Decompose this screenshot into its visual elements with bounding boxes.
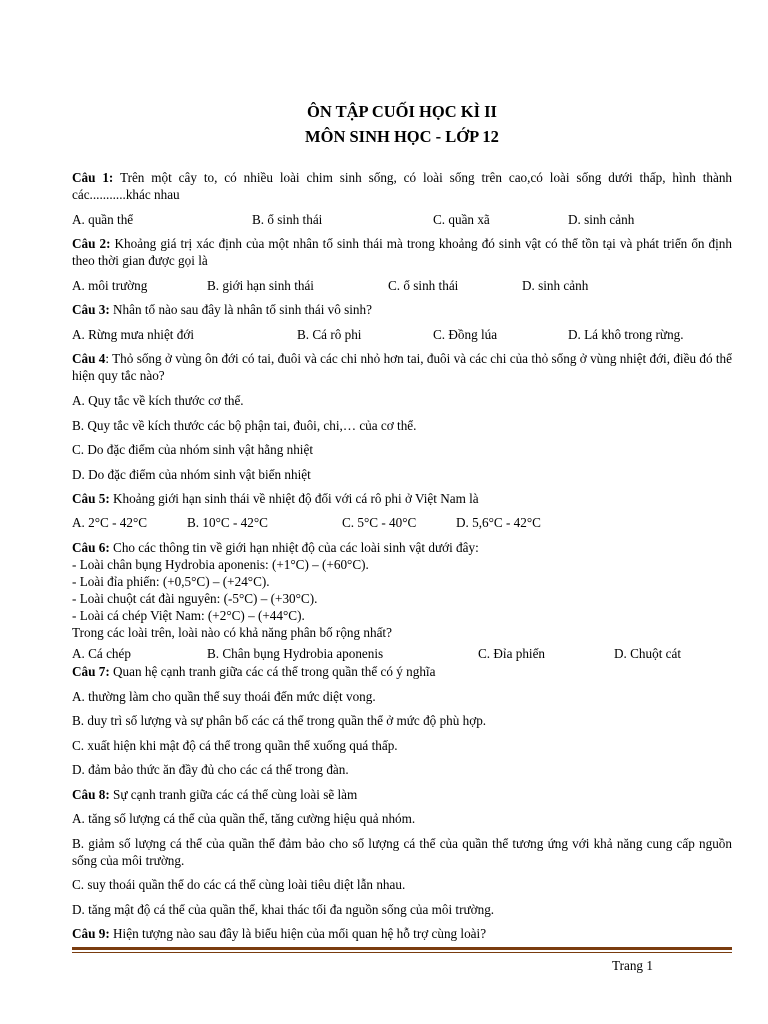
question-text: Trên một cây to, có nhiều loài chim sinh sống, có loài sống trên cao,có loài sống dưới thấp, hình thành các...........khác nhau	[72, 170, 733, 202]
option-b: B. Cá rô phi	[297, 327, 362, 342]
question-text: Sự cạnh tranh giữa các cá thể cùng loài sẽ làm	[109, 787, 358, 802]
option-d: D. 5,6°C - 42°C	[456, 515, 541, 530]
options-row-3	[72, 327, 732, 344]
option-c: C. quần xã	[433, 212, 490, 227]
option-c: C. ổ sinh thái	[388, 278, 459, 293]
option-d: D. sinh cảnh	[522, 278, 589, 293]
footer-rule-thin	[72, 952, 732, 953]
question-text: Quan hệ cạnh tranh giữa các cá thể trong quần thể có ý nghĩa	[109, 664, 436, 679]
question-text: Nhân tố nào sau đây là nhân tố sinh thái vô sinh?	[109, 302, 372, 317]
doc-title-line1: ÔN TẬP CUỐI HỌC KÌ II	[307, 102, 497, 121]
option-b: B. 10°C - 42°C	[187, 515, 268, 530]
options-row-1	[72, 212, 732, 229]
question-7	[72, 664, 732, 681]
options-row-6	[72, 646, 732, 663]
option-b: B. giảm số lượng cá thể của quần thể đảm bảo cho số lượng cá thể của quần thể tương ứng với khả năng cung cấp nguồn sống của môi trường.	[72, 836, 732, 868]
question-label: Câu 7:	[72, 664, 110, 679]
option-d: D. Do đặc điểm của nhóm sinh vật biến nhiệt	[72, 467, 311, 482]
info-line-2: - Loài đỉa phiến: (+0,5°C) – (+24°C).	[72, 574, 270, 589]
options-row-2	[72, 278, 732, 295]
page-number: Trang 1	[612, 958, 653, 973]
option-c: C. suy thoái quần thể do các cá thể cùng loài tiêu diệt lẫn nhau.	[72, 877, 406, 892]
question-text: Cho các thông tin về giới hạn nhiệt độ của các loài sinh vật dưới đây:	[109, 540, 479, 555]
question-text: Khoảng giới hạn sinh thái về nhiệt độ đối với cá rô phi ở Việt Nam là	[109, 491, 479, 506]
question-9	[72, 926, 732, 943]
footer-rule-thick	[72, 947, 732, 950]
option-c: C. xuất hiện khi mật độ cá thể trong quần thể xuống quá thấp.	[72, 738, 398, 753]
question-text: : Thỏ sống ở vùng ôn đới có tai, đuôi và các chi nhỏ hơn tai, đuôi và các chi của thỏ sống ở vùng nhiệt đới, điều đó thể hiện quy tắc nào?	[72, 351, 732, 383]
question-label: Câu 5:	[72, 491, 110, 506]
option-a: A. quần thể	[72, 212, 134, 227]
question-label: Câu 6:	[72, 540, 110, 555]
options-row-5	[72, 515, 732, 532]
question-label: Câu 9:	[72, 926, 110, 941]
info-line-5: Trong các loài trên, loài nào có khả năng phân bố rộng nhất?	[72, 625, 392, 640]
doc-title-line2: MÔN SINH HỌC - LỚP 12	[305, 127, 499, 146]
option-d: D. đảm bảo thức ăn đầy đủ cho các cá thể trong đàn.	[72, 762, 349, 777]
question-1	[72, 170, 732, 203]
question-text: Khoảng giá trị xác định của một nhân tố sinh thái mà trong khoảng đó sinh vật có thể tồn tại và phát triển ổn định theo thời gian được gọi là	[72, 236, 732, 268]
option-b: B. Quy tắc về kích thước các bộ phận tai, đuôi, chi,… của cơ thể.	[72, 418, 417, 433]
question-2	[72, 236, 732, 269]
option-a: A. 2°C - 42°C	[72, 515, 148, 530]
option-c: C. Đỉa phiến	[478, 646, 546, 661]
question-4	[72, 351, 732, 384]
document-page	[72, 0, 732, 1024]
option-a: A. Cá chép	[72, 646, 131, 661]
info-line-3: - Loài chuột cát đài nguyên: (-5°C) – (+30°C).	[72, 591, 318, 606]
option-b: B. duy trì số lượng và sự phân bố các cá thể trong quần thể ở mức độ phù hợp.	[72, 713, 487, 728]
question-label: Câu 1:	[72, 170, 114, 185]
question-8	[72, 787, 732, 804]
option-a: A. Rừng mưa nhiệt đới	[72, 327, 194, 342]
option-b: B. giới hạn sinh thái	[207, 278, 314, 293]
option-a: A. môi trường	[72, 278, 148, 293]
question-label: Câu 2:	[72, 236, 111, 251]
question-label: Câu 4	[72, 351, 106, 366]
question-3	[72, 302, 732, 319]
question-5	[72, 491, 732, 508]
option-d: D. tăng mật độ cá thể của quần thể, khai thác tối đa nguồn sống của môi trường.	[72, 902, 495, 917]
question-label: Câu 8:	[72, 787, 110, 802]
question-label: Câu 3:	[72, 302, 110, 317]
option-b: B. Chân bụng Hydrobia aponenis	[207, 646, 384, 661]
option-c: C. Do đặc điểm của nhóm sinh vật hằng nhiệt	[72, 442, 313, 457]
option-d: D. sinh cảnh	[568, 212, 635, 227]
option-b: B. ổ sinh thái	[252, 212, 323, 227]
option-d: D. Chuột cát	[614, 646, 682, 661]
question-6	[72, 540, 732, 557]
info-line-1: - Loài chân bụng Hydrobia aponenis: (+1°C) – (+60°C).	[72, 557, 369, 572]
option-c: C. Đồng lúa	[433, 327, 498, 342]
option-a: A. Quy tắc về kích thước cơ thể.	[72, 393, 244, 408]
option-a: A. thường làm cho quần thể suy thoái đến mức diệt vong.	[72, 689, 376, 704]
option-d: D. Lá khô trong rừng.	[568, 327, 684, 342]
info-line-4: - Loài cá chép Việt Nam: (+2°C) – (+44°C).	[72, 608, 305, 623]
option-c: C. 5°C - 40°C	[342, 515, 417, 530]
question-text: Hiện tượng nào sau đây là biểu hiện của mối quan hệ hỗ trợ cùng loài?	[109, 926, 487, 941]
option-a: A. tăng số lượng cá thể của quần thể, tăng cường hiệu quả nhóm.	[72, 811, 416, 826]
